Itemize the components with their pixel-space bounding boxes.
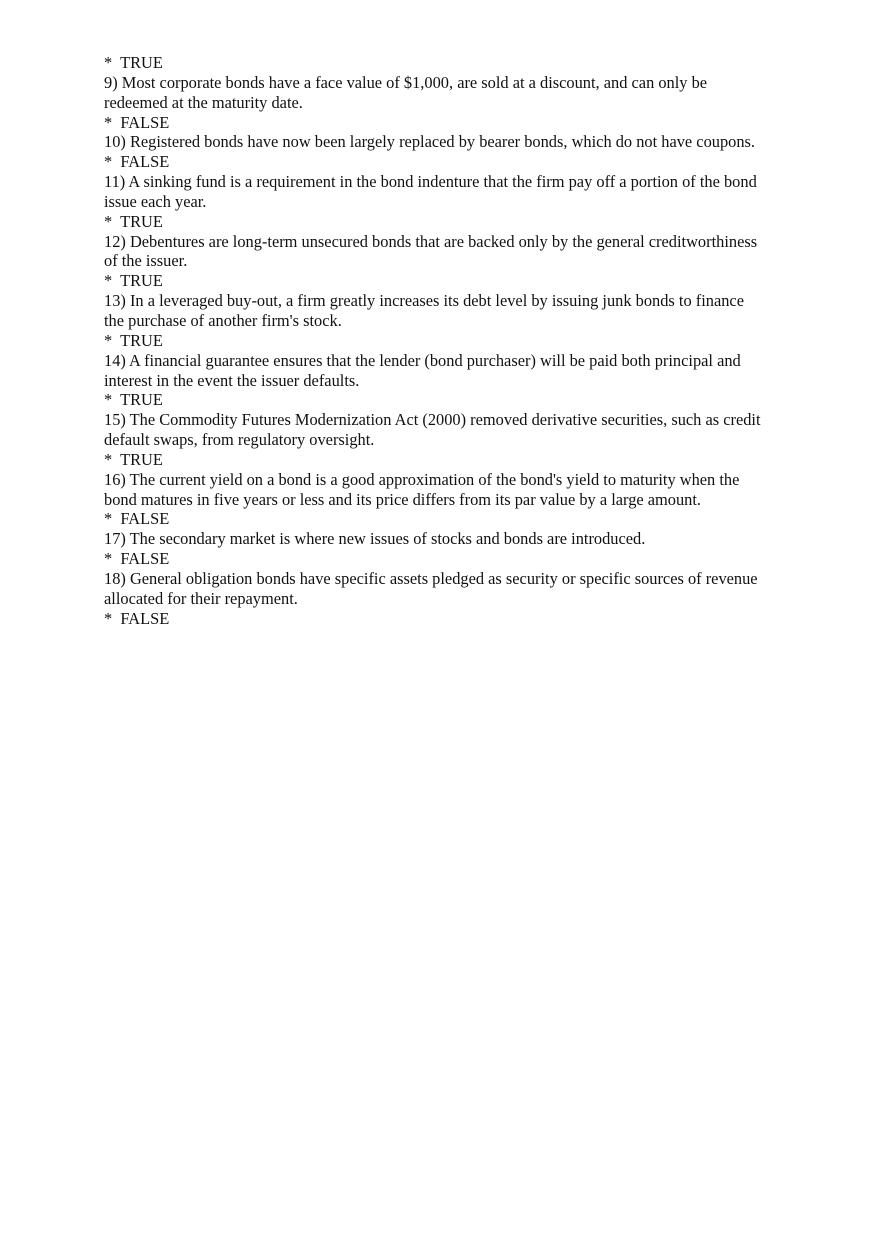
question-line: the purchase of another firm's stock. [104, 310, 342, 330]
question-line: 15) The Commodity Futures Modernization Act (2000) removed derivative securities, such as credit [104, 410, 761, 430]
question-line: 18) General obligation bonds have specific assets pledged as security or specific sources of revenue [104, 568, 758, 588]
answer-line: * FALSE [104, 509, 170, 529]
document-body [104, 53, 804, 628]
answer-line: * TRUE [104, 390, 163, 410]
answer-line: * TRUE [104, 449, 163, 469]
question-line: 11) A sinking fund is a requirement in the bond indenture that the firm pay off a portion of the bond [104, 172, 757, 192]
question-line: allocated for their repayment. [104, 588, 298, 608]
answer-line: * FALSE [104, 112, 170, 132]
question-line: redeemed at the maturity date. [104, 92, 303, 112]
question-line: 17) The secondary market is where new issues of stocks and bonds are introduced. [104, 529, 646, 549]
answer-line: * TRUE [104, 271, 163, 291]
question-line: 12) Debentures are long-term unsecured bonds that are backed only by the general creditworthiness [104, 231, 758, 251]
question-line: interest in the event the issuer defaults. [104, 370, 360, 390]
question-line: issue each year. [104, 191, 207, 211]
question-line: 14) A financial guarantee ensures that the lender (bond purchaser) will be paid both principal and [104, 350, 741, 370]
answer-line: * FALSE [104, 608, 170, 628]
answer-line: * FALSE [104, 152, 170, 172]
question-line: of the issuer. [104, 251, 188, 271]
question-line: default swaps, from regulatory oversight. [104, 430, 375, 450]
answer-line: * TRUE [104, 211, 163, 231]
question-line: 10) Registered bonds have now been largely replaced by bearer bonds, which do not have coupons. [104, 132, 756, 152]
question-line: bond matures in five years or less and its price differs from its par value by a large amount. [104, 489, 702, 509]
question-line: 13) In a leveraged buy-out, a firm greatly increases its debt level by issuing junk bonds to finance [104, 291, 744, 311]
answer-line: * TRUE [104, 53, 163, 72]
question-line: 9) Most corporate bonds have a face value of $1,000, are sold at a discount, and can only be [104, 72, 708, 92]
answer-line: * TRUE [104, 330, 163, 350]
question-line: 16) The current yield on a bond is a good approximation of the bond's yield to maturity when the [104, 469, 740, 489]
answer-line: * FALSE [104, 549, 170, 569]
